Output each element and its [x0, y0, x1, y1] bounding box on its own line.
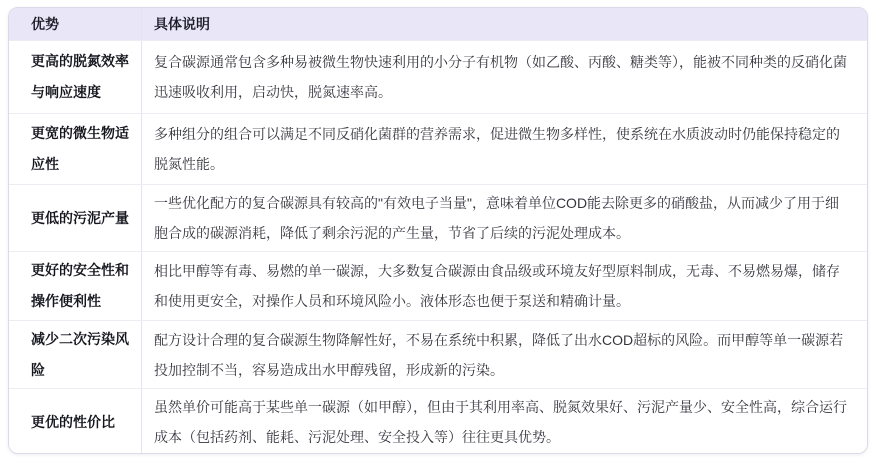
- advantage-text: 更优的性价比: [31, 413, 115, 430]
- advantage-cell: [9, 114, 141, 184]
- advantage-text: 更宽的微生物适应性: [31, 125, 129, 172]
- table-row: [9, 184, 867, 251]
- description-cell: [141, 252, 867, 320]
- description-cell: [141, 321, 867, 388]
- description-text: 配方设计合理的复合碳源生物降解性好，不易在系统中积累，降低了出水COD超标的风险。而甲醇等单一碳源若投加控制不当，容易造成出水甲醇残留，形成新的污染。: [154, 331, 844, 378]
- table-row: [9, 251, 867, 320]
- table-row: [9, 113, 867, 184]
- advantages-comparison-table: [8, 7, 868, 454]
- column-header-advantage: 优势: [31, 16, 59, 32]
- advantage-text: 更好的安全性和操作便利性: [31, 262, 129, 309]
- advantage-cell: [9, 321, 141, 388]
- advantage-cell: [9, 41, 141, 113]
- description-cell: [141, 41, 867, 113]
- advantage-text: 更高的脱氮效率与响应速度: [31, 53, 129, 100]
- description-cell: [141, 114, 867, 184]
- advantage-cell: [9, 185, 141, 251]
- advantage-text: 更低的污泥产量: [31, 209, 129, 226]
- advantage-text: 减少二次污染风险: [31, 330, 129, 378]
- advantage-cell: [9, 252, 141, 320]
- description-text: 一些优化配方的复合碳源具有较高的"有效电子当量"，意味着单位COD能去除更多的硝酸盐，从而减少了用于细胞合成的碳源消耗，降低了剩余污泥的产生量，节省了后续的污泥处理成本。: [154, 195, 840, 241]
- description-text: 复合碳源通常包含多种易被微生物快速利用的小分子有机物（如乙酸、丙酸、糖类等），能被不同种类的反硝化菌迅速吸收利用，启动快，脱氮速率高。: [154, 54, 847, 100]
- table-row: [9, 388, 867, 454]
- description-text: 虽然单价可能高于某些单一碳源（如甲醇），但由于其利用率高、脱氮效果好、污泥产量少、安全性高，综合运行成本（包括药剂、能耗、污泥处理、安全投入等）往往更具优势。: [154, 399, 847, 445]
- table-header-row: [9, 8, 867, 40]
- column-header-description: 具体说明: [141, 8, 867, 40]
- table-row: [9, 40, 867, 113]
- description-text: 多种组分的组合可以满足不同反硝化菌群的营养需求，促进微生物多样性，使系统在水质波动时仍能保持稳定的脱氮性能。: [154, 126, 840, 172]
- advantage-cell: [9, 389, 141, 454]
- description-cell: [141, 389, 867, 454]
- description-cell: [141, 185, 867, 251]
- description-text: 相比甲醇等有毒、易燃的单一碳源，大多数复合碳源由食品级或环境友好型原料制成，无毒、不易燃易爆，储存和使用更安全，对操作人员和环境风险小。液体形态也便于泵送和精确计量。: [154, 263, 840, 309]
- table-row: [9, 320, 867, 388]
